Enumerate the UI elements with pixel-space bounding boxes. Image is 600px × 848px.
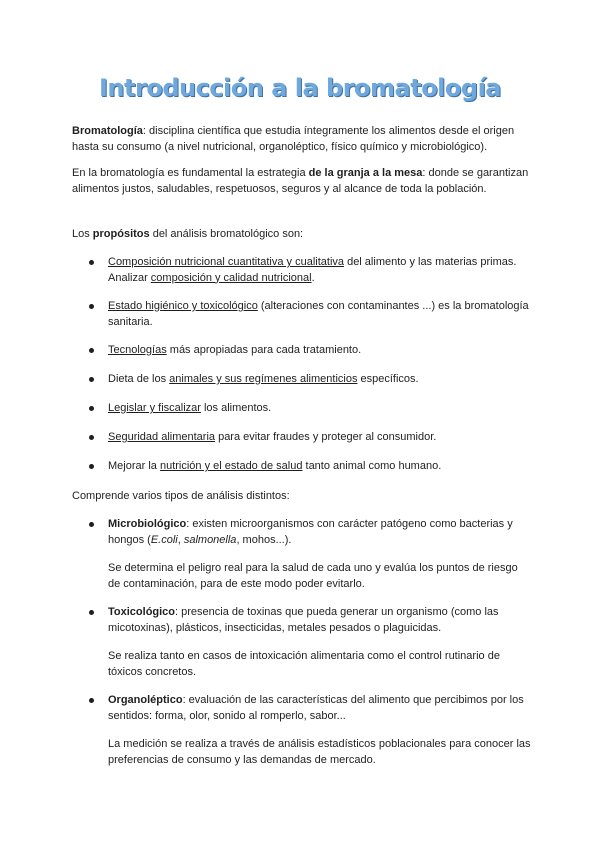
list-item bbox=[108, 605, 532, 636]
analysis-name: Toxicológico bbox=[108, 606, 176, 618]
list-item bbox=[108, 343, 532, 359]
list-item bbox=[108, 430, 532, 446]
purposes-bold: propósitos bbox=[92, 228, 150, 240]
page-title: Introducción a la bromatología bbox=[99, 74, 501, 102]
analysis-italic: salmonella bbox=[183, 533, 237, 546]
purpose-text: más apropiadas para cada tratamiento. bbox=[166, 344, 362, 356]
analysis-detail: Se determina el peligro real para la salud de cada uno y evalúa los puntos de riesgo de contaminación, para de este modo poder evitarlo. bbox=[108, 562, 518, 590]
purpose-underline: Composición nutricional cuantitativa y cualitativa bbox=[108, 256, 345, 268]
definition-term: Bromatología bbox=[72, 125, 143, 137]
purposes-pre: Los bbox=[72, 228, 93, 240]
purpose-text: . bbox=[311, 271, 315, 284]
strategy-bold: de la granja a la mesa bbox=[308, 167, 423, 179]
purpose-underline: animales y sus regímenes alimenticios bbox=[169, 373, 358, 385]
purpose-text: específicos. bbox=[357, 373, 419, 385]
purpose-text: los alimentos. bbox=[200, 402, 272, 414]
analysis-text: , mohos...). bbox=[236, 533, 292, 546]
analysis-text: , bbox=[177, 533, 184, 546]
strategy-pre: En la bromatología es fundamental la estrategia bbox=[72, 167, 309, 179]
list-item bbox=[108, 693, 532, 724]
purpose-underline: Seguridad alimentaria bbox=[108, 431, 216, 443]
purpose-text: (alteraciones con contaminantes ...) es la bromatología sanitaria. bbox=[108, 300, 529, 328]
purpose-text: tanto animal como humano. bbox=[302, 460, 442, 472]
strategy-post: : donde se garantizan alimentos justos, saludables, respetuosos, seguros y al alcance de toda la población. bbox=[72, 167, 529, 195]
purpose-text: del alimento y las materias primas. Analizar bbox=[108, 256, 517, 284]
purpose-underline: Estado higiénico y toxicológico bbox=[108, 300, 258, 312]
list-item bbox=[108, 401, 532, 417]
analysis-text: : evaluación de las características del alimento que percibimos por los sentidos: forma, olor, sonido al romperlo, sabor... bbox=[108, 694, 524, 722]
list-item bbox=[108, 517, 532, 548]
definition-text: : disciplina científica que estudia íntegramente los alimentos desde el origen hasta su consumo (a nivel nutricional, organoléptico, físico químico y microbiológico). bbox=[72, 125, 515, 153]
list-item bbox=[108, 372, 532, 388]
purpose-underline: composición y calidad nutricional bbox=[150, 271, 312, 284]
purpose-underline: nutrición y el estado de salud bbox=[159, 460, 303, 472]
analysis-text: : existen microorganismos con carácter patógeno como bacterias y hongos ( bbox=[108, 518, 513, 546]
definition-paragraph bbox=[72, 124, 532, 155]
analysis-detail: Se realiza tanto en casos de intoxicación alimentaria como el control rutinario de tóxicos concretos. bbox=[108, 650, 500, 678]
analysis-name: Organoléptico bbox=[108, 694, 183, 706]
analysis-name: Microbiológico bbox=[108, 518, 187, 530]
purpose-prefix: Dieta de los bbox=[108, 373, 170, 385]
purpose-underline: Legislar y fiscalizar bbox=[108, 402, 201, 414]
analysis-detail: La medición se realiza a través de análisis estadísticos poblacionales para conocer las preferencias de consumo y las demandas de mercado. bbox=[108, 738, 531, 766]
list-item bbox=[108, 255, 532, 286]
purpose-underline: Tecnologías bbox=[108, 344, 167, 356]
list-item bbox=[108, 299, 532, 330]
purposes-post: del análisis bromatológico son: bbox=[149, 228, 304, 240]
analysis-italic: E.coli bbox=[150, 533, 178, 546]
analysis-text: : presencia de toxinas que pueda generar un organismo (como las micotoxinas), plásticos, insecticidas, metales pesados o plaguicidas. bbox=[108, 606, 499, 634]
purposes-intro bbox=[72, 227, 532, 243]
purpose-text: para evitar fraudes y proteger al consumidor. bbox=[215, 431, 437, 443]
list-item bbox=[108, 459, 532, 475]
strategy-paragraph bbox=[72, 166, 532, 197]
analysis-intro: Comprende varios tipos de análisis distintos: bbox=[72, 490, 290, 502]
purpose-prefix: Mejorar la bbox=[108, 460, 160, 472]
